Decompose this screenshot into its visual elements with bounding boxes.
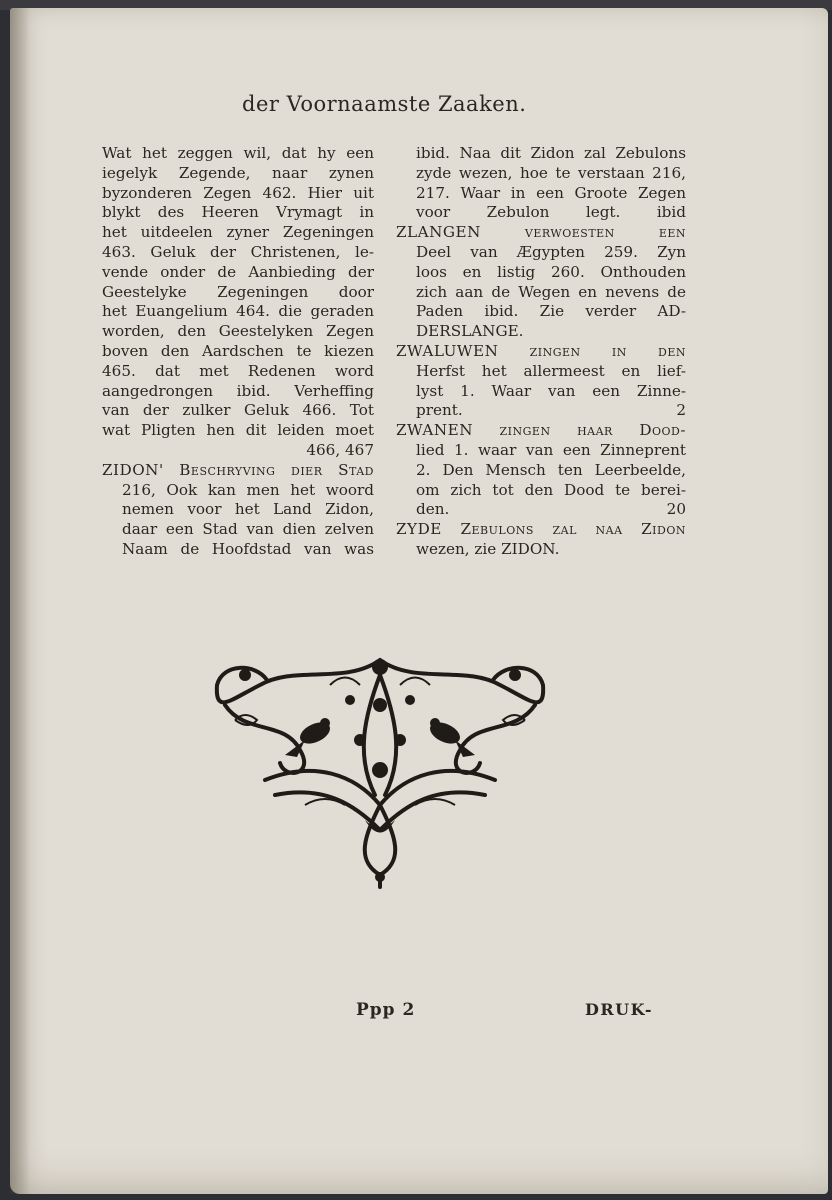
bleed-through-shadow xyxy=(640,570,645,592)
left-index-column xyxy=(102,144,374,560)
index-line: prent. 2 xyxy=(416,401,686,420)
index-entry-heading: ZIDON' Beschryving dier Stad xyxy=(102,460,374,479)
running-head: der Voornaamste Zaaken. xyxy=(242,92,527,116)
catchword: DRUK- xyxy=(585,1000,654,1019)
right-index-column xyxy=(396,144,686,560)
index-entry-heading: ZWANEN zingen haar Dood- xyxy=(396,421,686,440)
index-line: voor Zebulon legt. ibid xyxy=(416,203,686,222)
signature-mark: Ppp 2 xyxy=(356,1000,416,1020)
index-line: Herfst het allermeest en lief- xyxy=(416,361,686,380)
index-entry-heading: ZLANGEN verwoesten een xyxy=(396,223,686,242)
index-line: byzonderen Zegen 462. Hier uit xyxy=(102,183,374,202)
index-line: 216, Ook kan men het woord xyxy=(122,480,374,499)
index-line: 217. Waar in een Groote Zegen xyxy=(416,183,686,202)
index-entry-heading: ZWALUWEN zingen in den xyxy=(396,341,686,360)
index-line: boven den Aardschen te kiezen xyxy=(102,341,374,360)
index-line: Deel van Ægypten 259. Zyn xyxy=(416,242,686,261)
index-line: daar een Stad van dien zelven xyxy=(122,520,374,539)
index-line: het uitdeelen zyner Zegeningen xyxy=(102,223,374,242)
index-line: Wat het zeggen wil, dat hy een xyxy=(102,144,374,162)
index-line: 463. Geluk der Christenen, le- xyxy=(102,242,374,261)
index-entry-heading: ZYDE Zebulons zal naa Zidon xyxy=(396,520,686,539)
index-line: ibid. Naa dit Zidon zal Zebulons xyxy=(416,144,686,162)
index-line: iegelyk Zegende, naar zynen xyxy=(102,163,374,182)
index-line: loos en listig 260. Onthouden xyxy=(416,262,686,281)
index-line: worden, den Geestelyken Zegen xyxy=(102,322,374,341)
index-line: vende onder de Aanbieding der xyxy=(102,262,374,281)
index-line: Paden ibid. Zie verder AD- xyxy=(416,302,686,321)
index-line: zich aan de Wegen en nevens de xyxy=(416,282,686,301)
index-line: zyde wezen, hoe te verstaan 216, xyxy=(416,163,686,182)
index-line: nemen voor het Land Zidon, xyxy=(122,500,374,519)
index-line: Geestelyke Zegeningen door xyxy=(102,282,374,301)
gutter-shadow xyxy=(10,8,30,1194)
index-line: wat Pligten hen dit leiden moet xyxy=(102,421,374,440)
index-line: om zich tot den Dood te berei- xyxy=(416,480,686,499)
index-line: aangedrongen ibid. Verheffing xyxy=(102,381,374,400)
index-line: 466, 467 xyxy=(306,440,374,459)
index-line: 2. Den Mensch ten Leerbeelde, xyxy=(416,460,686,479)
index-line: den. 20 xyxy=(416,500,686,519)
index-line: Naam de Hoofdstad van was xyxy=(122,539,374,558)
index-line: lyst 1. Waar van een Zinne- xyxy=(416,381,686,400)
index-line: blykt des Heeren Vrymagt in xyxy=(102,203,374,222)
index-line: van der zulker Geluk 466. Tot xyxy=(102,401,374,420)
index-line: wezen, zie ZIDON. xyxy=(416,539,560,558)
index-line: het Euangelium 464. die geraden xyxy=(102,302,374,321)
floral-bird-tailpiece-ornament-icon xyxy=(205,645,555,890)
index-line: 465. dat met Redenen word xyxy=(102,361,374,380)
index-line: DERSLANGE. xyxy=(416,322,524,341)
index-line: lied 1. waar van een Zinneprent xyxy=(416,440,686,459)
